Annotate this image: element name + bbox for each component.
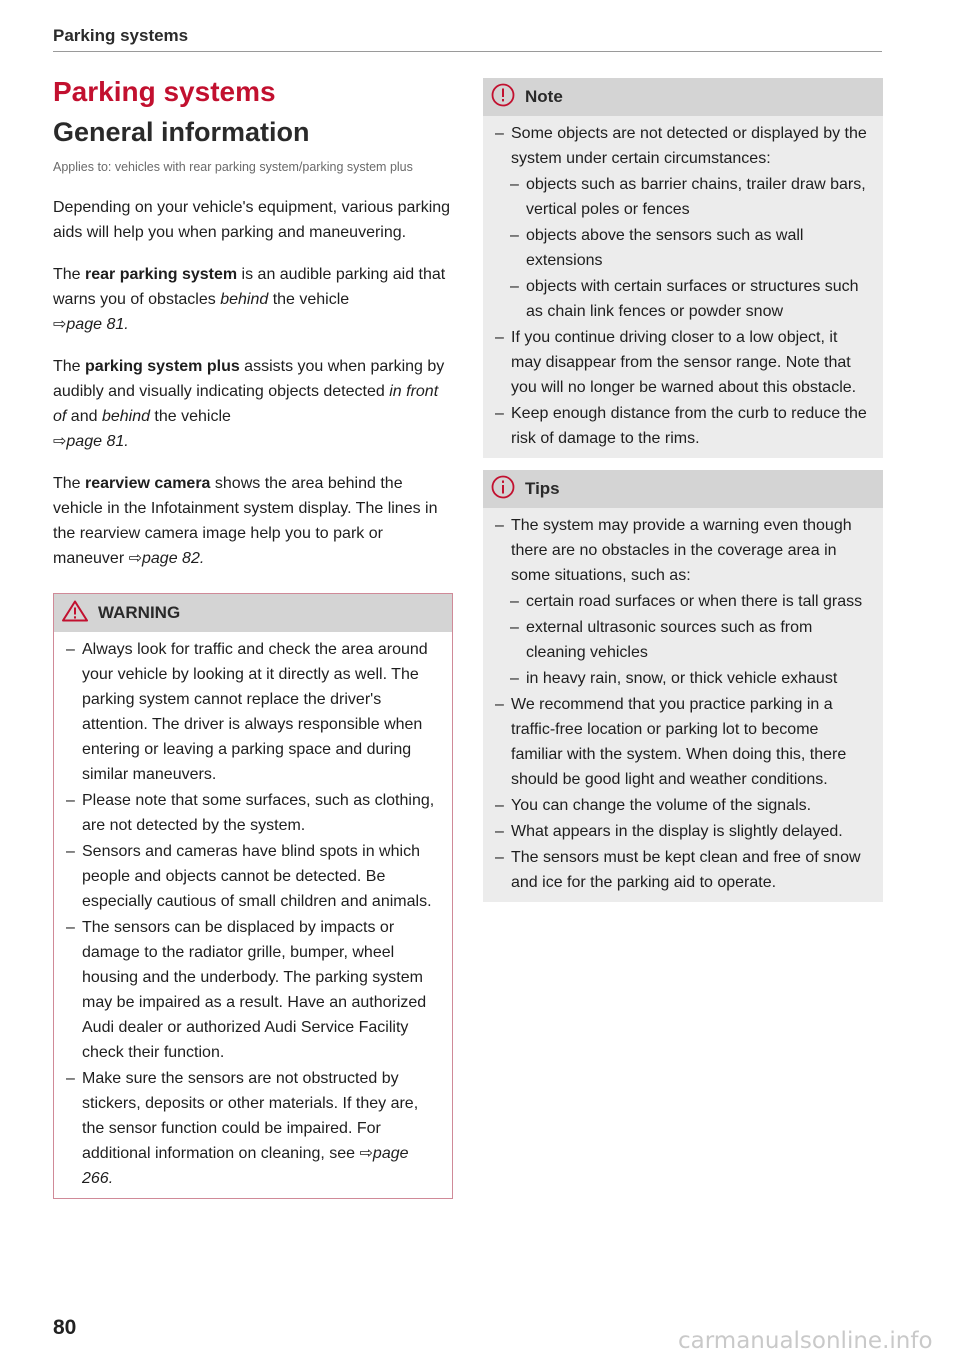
watermark: carmanualsonline.info xyxy=(678,1328,933,1354)
note-body xyxy=(483,116,883,458)
note-header xyxy=(483,78,883,116)
rear-parking-paragraph: The rear parking system is an audible parking aid that warns you of obstacles behind the vehicle ⇨page 81. xyxy=(53,266,446,333)
sub-title: General information xyxy=(53,117,310,147)
page-reference-link[interactable]: ⇨page 81. xyxy=(53,316,129,333)
list-item: – Some objects are not detected or displayed by the system under certain circumstances: xyxy=(495,125,867,167)
left-column xyxy=(53,72,453,1199)
list-item: – external ultrasonic sources such as from cleaning vehicles xyxy=(510,619,813,661)
page-reference-link[interactable]: ⇨page 266. xyxy=(82,1145,409,1187)
tips-body xyxy=(483,508,883,902)
tips-label: Tips xyxy=(525,479,560,498)
list-item: – Make sure the sensors are not obstructed by stickers, deposits or other materials. If they are, the sensor function could be impaired. For additional information on cleaning, see ⇨page 266. xyxy=(66,1070,419,1187)
tips-box xyxy=(483,470,883,902)
list-item: – The sensors must be kept clean and free of snow and ice for the parking aid to operate. xyxy=(495,849,861,891)
warning-label: WARNING xyxy=(98,603,181,622)
tips-header xyxy=(483,470,883,508)
header-rule xyxy=(53,51,882,52)
applies-to-note: Applies to: vehicles with rear parking system/parking system plus xyxy=(53,160,413,174)
list-item: – Sensors and cameras have blind spots in which people and objects cannot be detected. Be especially cautious of small children and animals. xyxy=(66,843,432,910)
list-item: – The sensors can be displaced by impacts or damage to the radiator grille, bumper, wheel housing and the underbody. The parking system may be impaired as a result. Have an authorized Audi dealer or authorized Audi Service Facility check their function. xyxy=(66,919,427,1061)
list-item: – The system may provide a warning even though there are no obstacles in the coverage area in some situations, such as: xyxy=(495,517,852,584)
list-item: – in heavy rain, snow, or thick vehicle exhaust xyxy=(510,670,838,687)
arrow-right-icon: ⇨ xyxy=(128,550,142,567)
warning-box xyxy=(53,593,453,1199)
list-item: – Always look for traffic and check the area around your vehicle by looking at it directly as well. The parking system cannot replace the driver's attention. The driver is always responsible when entering or leaving a parking space and during similar maneuvers. xyxy=(66,641,428,783)
list-item: – objects above the sensors such as wall extensions xyxy=(510,227,804,269)
note-box xyxy=(483,78,883,458)
list-item: – objects with certain surfaces or structures such as chain link fences or powder snow xyxy=(510,278,859,320)
warning-body xyxy=(54,632,452,1198)
arrow-right-icon: ⇨ xyxy=(53,316,67,333)
exclamation-circle-icon xyxy=(491,83,515,112)
intro-paragraph: Depending on your vehicle's equipment, various parking aids will help you when parking and maneuvering. xyxy=(53,199,451,241)
list-item: – Keep enough distance from the curb to reduce the risk of damage to the rims. xyxy=(495,405,867,447)
list-item: – You can change the volume of the signals. xyxy=(495,797,812,814)
page-reference-link[interactable]: ⇨page 82. xyxy=(128,550,205,567)
right-column xyxy=(483,78,883,902)
arrow-right-icon: ⇨ xyxy=(359,1145,373,1162)
list-item: – Please note that some surfaces, such as clothing, are not detected by the system. xyxy=(66,792,435,834)
list-item: – If you continue driving closer to a low object, it may disappear from the sensor range. Note that you will no longer be warned about this obstacle. xyxy=(495,329,857,396)
warning-triangle-icon xyxy=(62,600,88,627)
arrow-right-icon: ⇨ xyxy=(53,433,67,450)
note-label: Note xyxy=(525,87,563,106)
page-number: 80 xyxy=(53,1316,77,1339)
list-item: – objects such as barrier chains, trailer draw bars, vertical poles or fences xyxy=(510,176,866,218)
warning-header xyxy=(54,594,452,632)
section-title: Parking systems xyxy=(53,76,276,107)
running-header: Parking systems xyxy=(53,26,189,45)
info-circle-icon xyxy=(491,475,515,504)
list-item: – We recommend that you practice parking in a traffic-free location or parking lot to become familiar with the system. When doing this, there should be good light and weather conditions. xyxy=(495,696,847,788)
page-reference-link[interactable]: ⇨page 81. xyxy=(53,433,129,450)
parking-plus-paragraph: The parking system plus assists you when parking by audibly and visually indicating objects detected in front of and behind the vehicle ⇨page 81. xyxy=(53,358,445,450)
list-item: – What appears in the display is slightly delayed. xyxy=(495,823,843,840)
list-item: – certain road surfaces or when there is tall grass xyxy=(510,593,863,610)
rearview-camera-paragraph: The rearview camera shows the area behind the vehicle in the Infotainment system display. The lines in the rearview camera image help you to park or maneuver ⇨page 82. xyxy=(53,475,438,567)
